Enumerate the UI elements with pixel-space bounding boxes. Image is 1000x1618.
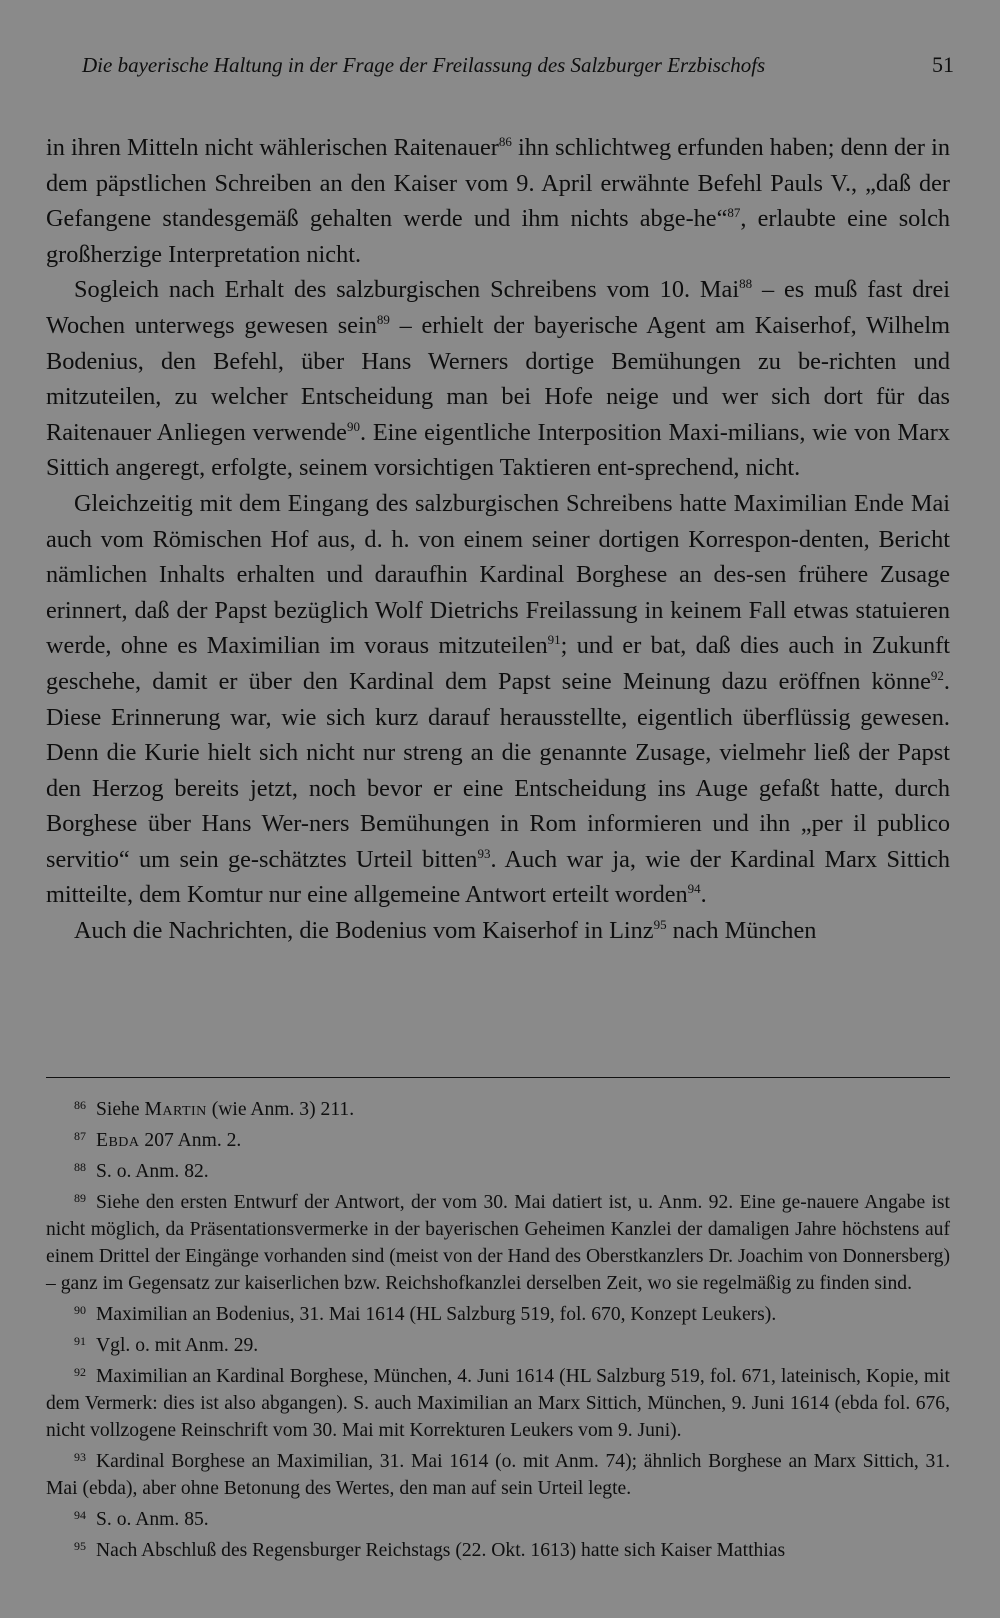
footnote-number: 88	[74, 1160, 86, 1174]
text-run: . Eine eigentliche Interposition Maxi-milians, wie von Marx Sittich angeregt, erfolgte, seinem vorsichtigen Taktieren ent-sprechend, nicht.	[46, 418, 950, 482]
text-run: ; und er bat, daß dies auch in Zukunft geschehe, damit er über den Kardinal dem Papst seine Meinung dazu eröffnen könne	[46, 632, 950, 695]
footnote-number: 95	[74, 1539, 86, 1553]
footnote	[46, 1297, 950, 1328]
paragraph	[46, 130, 950, 272]
footnote	[46, 1502, 950, 1533]
footnote	[46, 1359, 950, 1444]
footnote-text: Siehe	[96, 1099, 145, 1120]
footnote	[46, 1092, 950, 1123]
footnote-text: Vgl. o. mit Anm. 29.	[96, 1335, 259, 1356]
footnote-text: S. o. Anm. 82.	[96, 1161, 209, 1182]
footnote-ref: 94	[687, 881, 701, 897]
text-run: ihn schlichtweg erfunden haben; denn der in dem päpstlichen Schreiben an den Kaiser vom 9. April erwähnte Befehl Pauls V., „daß der Gefangene standesgemäß gehalten werde und ihm nichts abge-he“	[46, 134, 950, 233]
footnote-ref: 86	[498, 134, 512, 149]
footnote-number: 86	[74, 1098, 86, 1112]
footnote	[46, 1154, 950, 1185]
author-name: Martin	[144, 1099, 207, 1120]
text-run: – erhielt der bayerische Agent am Kaiserhof, Wilhelm Bodenius, den Befehl, über Hans Werners dortige Bemühungen zu be-richten und mitzuteilen, zu welcher Entscheidung man bei Hofe neige und wer sich dort für das Raitenauer Anliegen verwende	[46, 311, 950, 446]
footnote-text: Maximilian an Kardinal Borghese, München, 4. Juni 1614 (HL Salzburg 519, fol. 671, lateinisch, Kopie, mit dem Vermerk: dies ist also abgangen). S. auch Maximilian an Marx Sittich, München, 9. Juni 1614 (ebda fol. 676, nicht vollzogene Reinschrift vom 30. Mai mit Korrekturen Leukers vom 9. Juni).	[46, 1366, 950, 1441]
text-run: Auch die Nachrichten, die Bodenius vom Kaiserhof in Linz	[74, 917, 654, 945]
footnote-text: S. o. Anm. 85.	[96, 1509, 209, 1530]
footnote-number: 90	[74, 1303, 86, 1317]
footnote	[46, 1123, 950, 1154]
footnote-ref: 90	[346, 418, 360, 434]
footnote-text: (wie Anm. 3) 211.	[206, 1099, 355, 1120]
footnote	[46, 1185, 950, 1297]
page-number: 51	[932, 52, 954, 77]
footnote-text: Maximilian an Bodenius, 31. Mai 1614 (HL Salzburg 519, fol. 670, Konzept Leukers).	[96, 1304, 777, 1325]
text-run: – es muß fast drei Wochen unterwegs gewesen sein	[46, 276, 950, 339]
footnote-number: 93	[74, 1450, 86, 1464]
footnote-number: 92	[74, 1365, 86, 1379]
body-text	[46, 130, 950, 949]
footnote-ref: 89	[376, 311, 390, 327]
footnote-ref: 95	[653, 917, 667, 933]
footnote-number: 94	[74, 1508, 86, 1522]
text-run: Gleichzeitig mit dem Eingang des salzburgischen Schreibens hatte Maximilian Ende Mai auch vom Römischen Hof aus, d. h. von einem seiner dortigen Korrespon-denten, Bericht nämlichen Inhalts erhalten und daraufhin Kardinal Borghese an des-sen frühere Zusage erinnert, daß der Papst bezüglich Wolf Dietrichs Freilassung in keinem Fall etwas statuieren werde, ohne es Maximilian im voraus mitzuteilen	[46, 489, 950, 660]
paragraph	[46, 913, 950, 949]
footnote-ref: 87	[727, 205, 741, 221]
footnote	[46, 1444, 950, 1502]
footnote-text: 207 Anm. 2.	[139, 1130, 242, 1151]
footnote-number: 91	[74, 1334, 86, 1348]
text-run: nach München	[666, 917, 817, 945]
footnote-text: Siehe den ersten Entwurf der Antwort, der vom 30. Mai datiert ist, u. Anm. 92. Eine ge-nauere Angabe ist nicht möglich, da Präsentationsvermerke in der bayerischen Geheimen Kanzlei der damaligen Jahre höchstens auf einem Drittel der Eingänge vorhanden sind (meist von der Hand des Oberstkanzlers Dr. Joachim von Donnersberg) – ganz im Gegensatz zur kaiserlichen bzw. Reichshofkanzlei derselben Zeit, wo sie regelmäßig zu finden sind.	[46, 1192, 950, 1294]
footnote-ref: 92	[930, 667, 944, 683]
running-header	[82, 52, 954, 78]
text-run: .	[700, 881, 707, 909]
text-run: . Diese Erinnerung war, wie sich kurz darauf herausstellte, eigentlich überflüssig gewesen. Denn die Kurie hielt sich nicht nur streng an die genannte Zusage, vielmehr ließ der Papst den Herzog bereits jetzt, noch bevor er eine Entscheidung ins Auge gefaßt hatte, durch Borghese über Hans Wer-ners Bemühungen in Rom informieren und ihn „per il publico servitio“ um sein ge-schätztes Urteil bitten	[46, 667, 950, 873]
footnotes	[46, 1092, 950, 1564]
text-run: Sogleich nach Erhalt des salzburgischen Schreibens vom 10. Mai	[74, 276, 740, 304]
footnote-ref: 91	[547, 632, 561, 648]
footnote-divider	[46, 1077, 950, 1078]
paragraph	[46, 486, 950, 913]
footnote-number: 87	[74, 1129, 86, 1143]
footnote-ref: 88	[739, 276, 753, 292]
footnote-number: 89	[74, 1191, 86, 1205]
footnote-text: Kardinal Borghese an Maximilian, 31. Mai 1614 (o. mit Anm. 74); ähnlich Borghese an Marx Sittich, 31. Mai (ebda), aber ohne Betonung des Wertes, den man auf sein Urteil legte.	[46, 1451, 950, 1499]
text-run: in ihren Mitteln nicht wählerischen Raitenauer	[46, 134, 499, 161]
footnote-text: Nach Abschluß des Regensburger Reichstags (22. Okt. 1613) hatte sich Kaiser Matthias	[96, 1540, 786, 1561]
footnote	[46, 1328, 950, 1359]
text-run: , erlaubte eine solch großherzige Interpretation nicht.	[46, 205, 951, 268]
abbreviation: Ebda	[96, 1130, 140, 1151]
footnote	[46, 1533, 950, 1564]
running-title: Die bayerische Haltung in der Frage der Freilassung des Salzburger Erzbischofs	[82, 53, 766, 77]
paragraph	[46, 272, 950, 486]
footnote-ref: 93	[477, 845, 491, 861]
text-run: . Auch war ja, wie der Kardinal Marx Sittich mitteilte, dem Komtur nur eine allgemeine Antwort erteilt worden	[46, 845, 950, 909]
